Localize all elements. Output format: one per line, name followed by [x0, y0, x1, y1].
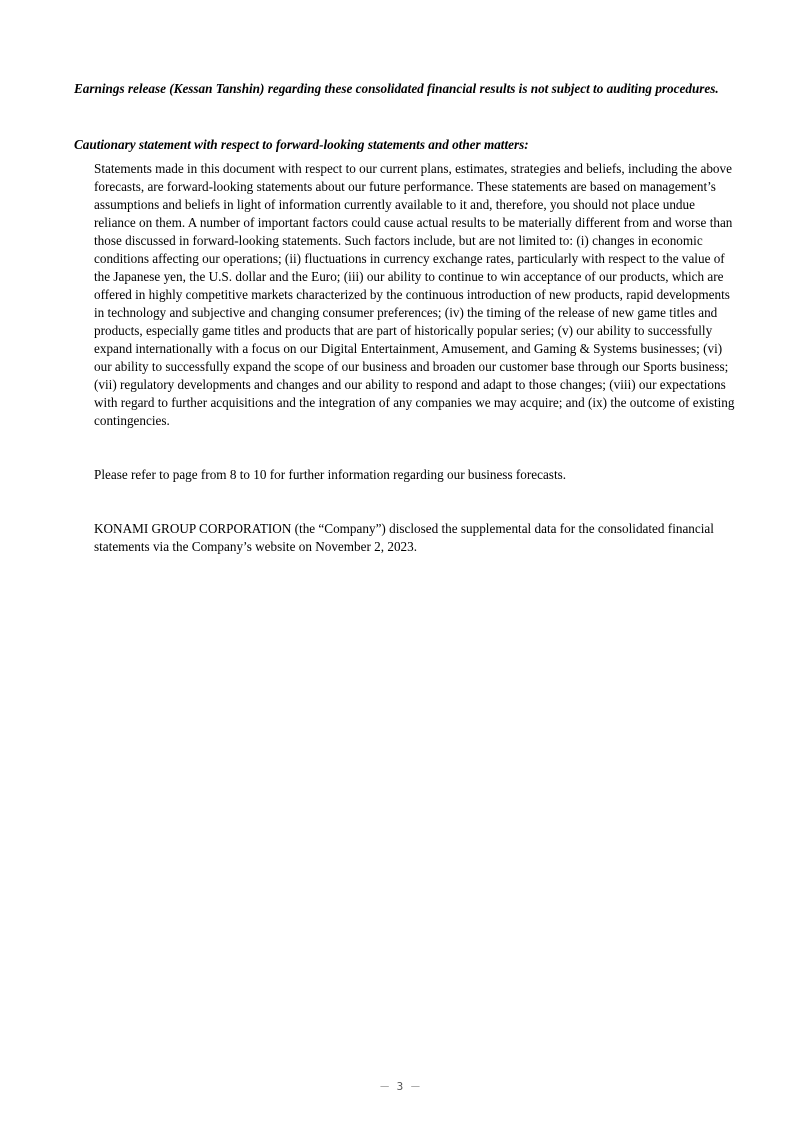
- page-number: － 3 －: [379, 1080, 421, 1093]
- cautionary-statement-heading: Cautionary statement with respect to forward-looking statements and other matters:: [74, 137, 529, 152]
- forward-looking-statements-paragraph: Statements made in this document with respect to our current plans, estimates, strategies and beliefs, including the above forecasts, are forward-looking statements about our future performance. These statements are based on management’s assumptions and beliefs in light of information currently available to it and, therefore, you should not place undue reliance on them. A number of important factors could cause actual results to be materially different from and worse than those discussed in forward-looking statements. Such factors include, but are not limited to: (i) changes in economic conditions affecting our operations; (ii) fluctuations in currency exchange rates, particularly with respect to the value of the Japanese yen, the U.S. dollar and the Euro; (iii) our ability to continue to win acceptance of our products, which are offered in highly competitive markets characterized by the continuous introduction of new products, rapid developments in technology and subjective and changing consumer preferences; (iv) the timing of the release of new game titles and products, especially game titles and products that are part of historically popular series; (v) our ability to successfully expand internationally with a focus on our Digital Entertainment, Amusement, and Gaming & Systems businesses; (vi) our ability to successfully expand the scope of our business and broaden our customer base through our Sports business; (vii) regulatory developments and changes and our ability to respond and adapt to those changes; (viii) our expectations with regard to further acquisitions and the integration of any companies we may acquire; and (ix) the outcome of existing contingencies.: [94, 161, 735, 428]
- supplemental-data-paragraph: KONAMI GROUP CORPORATION (the “Company”) disclosed the supplemental data for the consolidated financial statements via the Company’s website on November 2, 2023.: [94, 521, 714, 554]
- business-forecast-reference-paragraph: Please refer to page from 8 to 10 for further information regarding our business forecasts.: [94, 467, 567, 482]
- audit-disclaimer-heading: Earnings release (Kessan Tanshin) regarding these consolidated financial results is not subject to auditing procedures.: [74, 81, 719, 96]
